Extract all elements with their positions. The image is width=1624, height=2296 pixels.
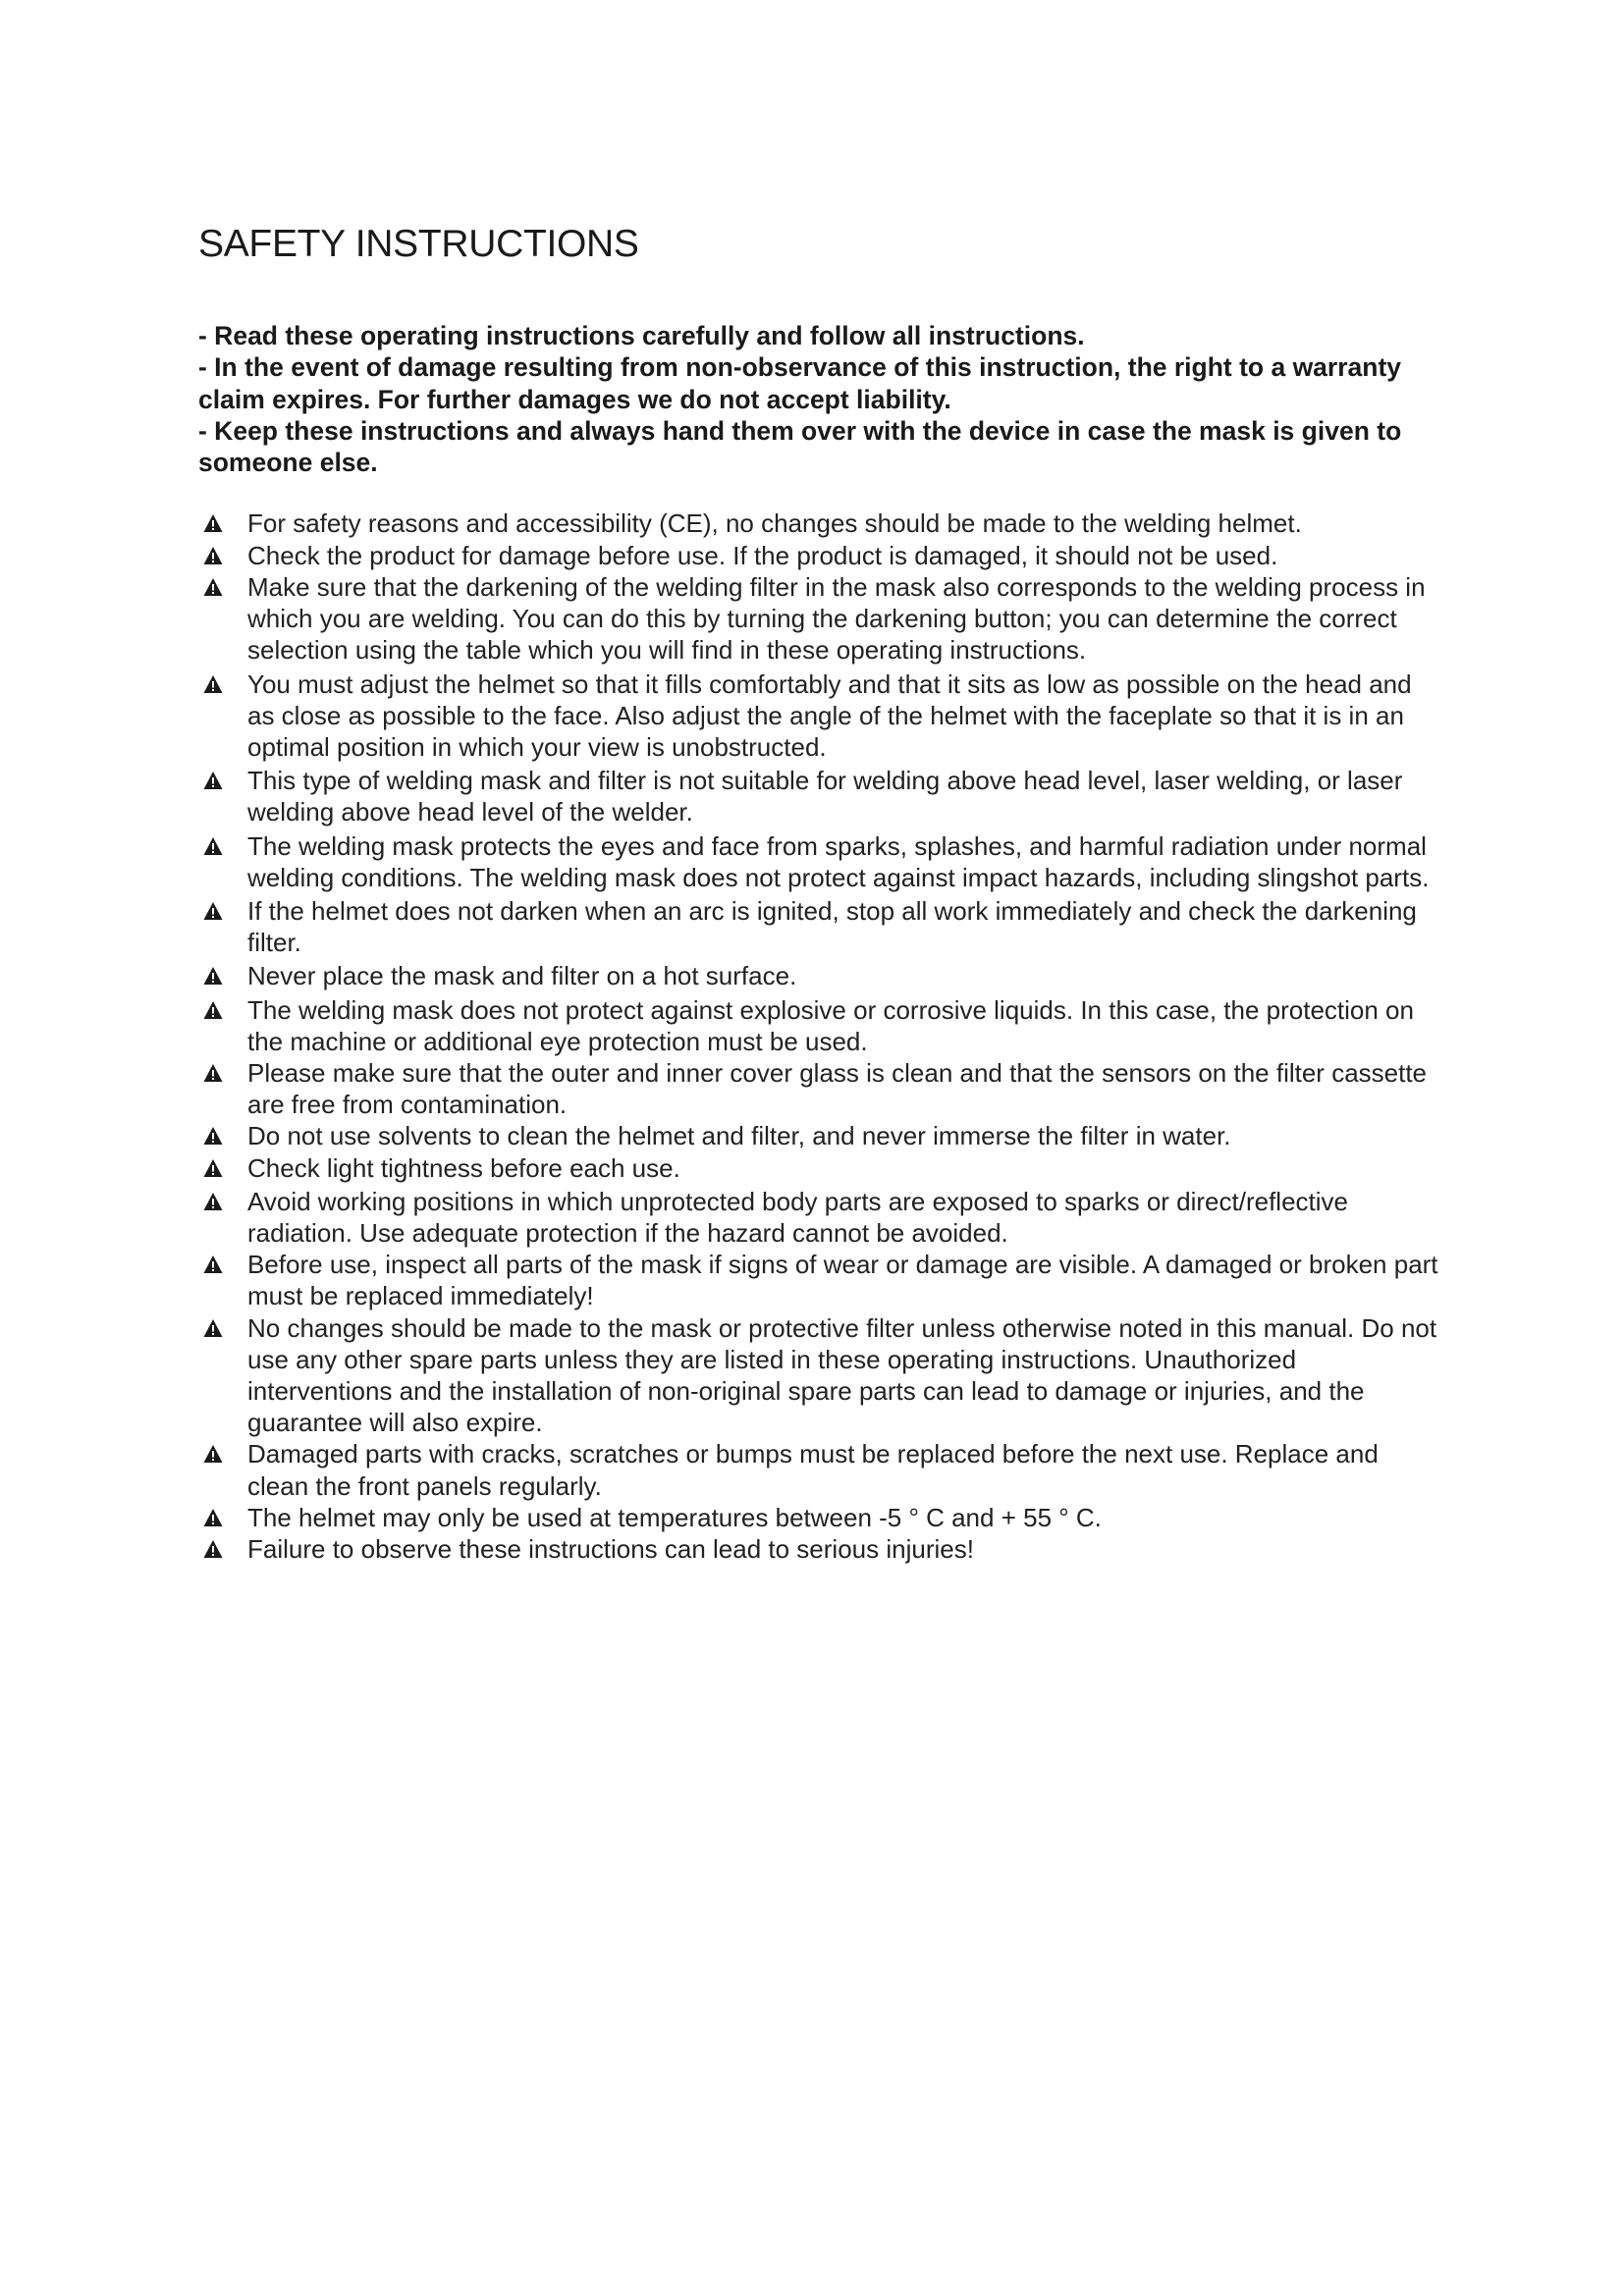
list-item [198, 1120, 1445, 1151]
list-item-text: The welding mask does not protect against explosive or corrosive liquids. In this case, the protection on the machine or additional eye protection must be used. [247, 994, 1414, 1056]
list-item-text: You must adjust the helmet so that it fills comfortably and that it sits as low as possible on the head and as close as possible to the face. Also adjust the angle of the helmet with the faceplate so that it is in an optimal position in which your view is unobstructed. [247, 668, 1412, 762]
intro-line: - Read these operating instructions carefully and follow all instructions. [198, 321, 1085, 350]
list-item [198, 830, 1445, 893]
safety-list [198, 507, 1445, 1565]
document-page [198, 222, 1445, 1565]
warning-triangle-icon [203, 1539, 223, 1559]
warning-triangle-icon [203, 577, 223, 597]
warning-triangle-icon [203, 901, 223, 921]
list-item-text: For safety reasons and accessibility (CE), no changes should be made to the welding helmet. [247, 508, 1302, 539]
warning-triangle-icon [203, 1126, 223, 1146]
warning-triangle-icon [203, 966, 223, 986]
list-item-text: Please make sure that the outer and inner cover glass is clean and that the sensors on the filter cassette are free from contamination. [247, 1057, 1428, 1120]
warning-triangle-icon [203, 1000, 223, 1020]
warning-triangle-icon [203, 1508, 223, 1527]
list-item-text: Make sure that the darkening of the welding filter in the mask also corresponds to the welding process in which you are welding. You can do this by turning the darkening button; you can determine the correct selection using the table which you will find in these operating instructions. [247, 571, 1426, 666]
list-item-text: Before use, inspect all parts of the mask if signs of wear or damage are visible. A damaged or broken part must be replaced immediately! [247, 1250, 1438, 1311]
list-item-text: Avoid working positions in which unprotected body parts are exposed to sparks or direct/reflective radiation. Use adequate protection if the hazard cannot be avoided. [247, 1186, 1348, 1248]
intro-line: - Keep these instructions and always hand them over with the device in case the mask is given to someone else. [198, 415, 1402, 478]
list-item-text: Check the product for damage before use. If the product is damaged, it should not be used. [247, 540, 1278, 570]
list-item [198, 571, 1445, 667]
list-item [198, 507, 1445, 539]
list-item-text: The welding mask protects the eyes and face from sparks, splashes, and harmful radiation under normal welding conditions. The welding mask does not protect against impact hazards, including slingshot parts. [247, 830, 1430, 892]
list-item [198, 1312, 1445, 1439]
list-item [198, 1152, 1445, 1184]
warning-triangle-icon [203, 546, 223, 565]
page-title: SAFETY INSTRUCTIONS [198, 223, 639, 265]
list-item-text: Failure to observe these instructions can lead to serious injuries! [247, 1533, 974, 1564]
list-item [198, 1186, 1445, 1249]
list-item-text: If the helmet does not darken when an arc is ignited, stop all work immediately and check the darkening filter. [247, 895, 1417, 958]
warning-triangle-icon [203, 674, 223, 694]
list-item [198, 895, 1445, 958]
list-item [198, 1249, 1445, 1311]
list-item-text: Do not use solvents to clean the helmet and filter, and never immerse the filter in water. [247, 1121, 1231, 1151]
list-item [198, 1502, 1445, 1533]
warning-triangle-icon [203, 1158, 223, 1178]
list-item [198, 994, 1445, 1057]
list-item-text: Damaged parts with cracks, scratches or bumps must be replaced before the next use. Replace and clean the front panels regularly. [247, 1439, 1379, 1501]
warning-triangle-icon [203, 1192, 223, 1211]
list-item [198, 1057, 1445, 1120]
intro-line: - In the event of damage resulting from non-observance of this instruction, the right to a warranty claim expires. For further damages we do not accept liability. [198, 352, 1402, 414]
list-item [198, 1438, 1445, 1501]
list-item [198, 765, 1445, 828]
list-item [198, 960, 1445, 991]
warning-triangle-icon [203, 1444, 223, 1464]
warning-triangle-icon [203, 836, 223, 856]
list-item-text: The helmet may only be used at temperatures between -5 ° C and + 55 ° C. [247, 1502, 1102, 1532]
list-item-text: No changes should be made to the mask or protective filter unless otherwise noted in this manual. Do not use any other spare parts unless they are listed in these operating instructions. Unauthorized interventions and the installation of non-original spare parts can lead to damage or injuries, and the guarantee will also expire. [247, 1312, 1437, 1438]
warning-triangle-icon [203, 771, 223, 790]
warning-triangle-icon [203, 1255, 223, 1274]
warning-triangle-icon [203, 513, 223, 533]
warning-triangle-icon [203, 1318, 223, 1338]
list-item-text: Check light tightness before each use. [247, 1152, 680, 1183]
list-item [198, 540, 1445, 571]
list-item-text: Never place the mask and filter on a hot surface. [247, 961, 797, 991]
list-item-text: This type of welding mask and filter is not suitable for welding above head level, laser welding, or laser welding above head level of the welder. [247, 766, 1403, 828]
list-item [198, 668, 1445, 764]
warning-triangle-icon [203, 1063, 223, 1083]
list-item [198, 1533, 1445, 1565]
intro-block [198, 320, 1445, 478]
